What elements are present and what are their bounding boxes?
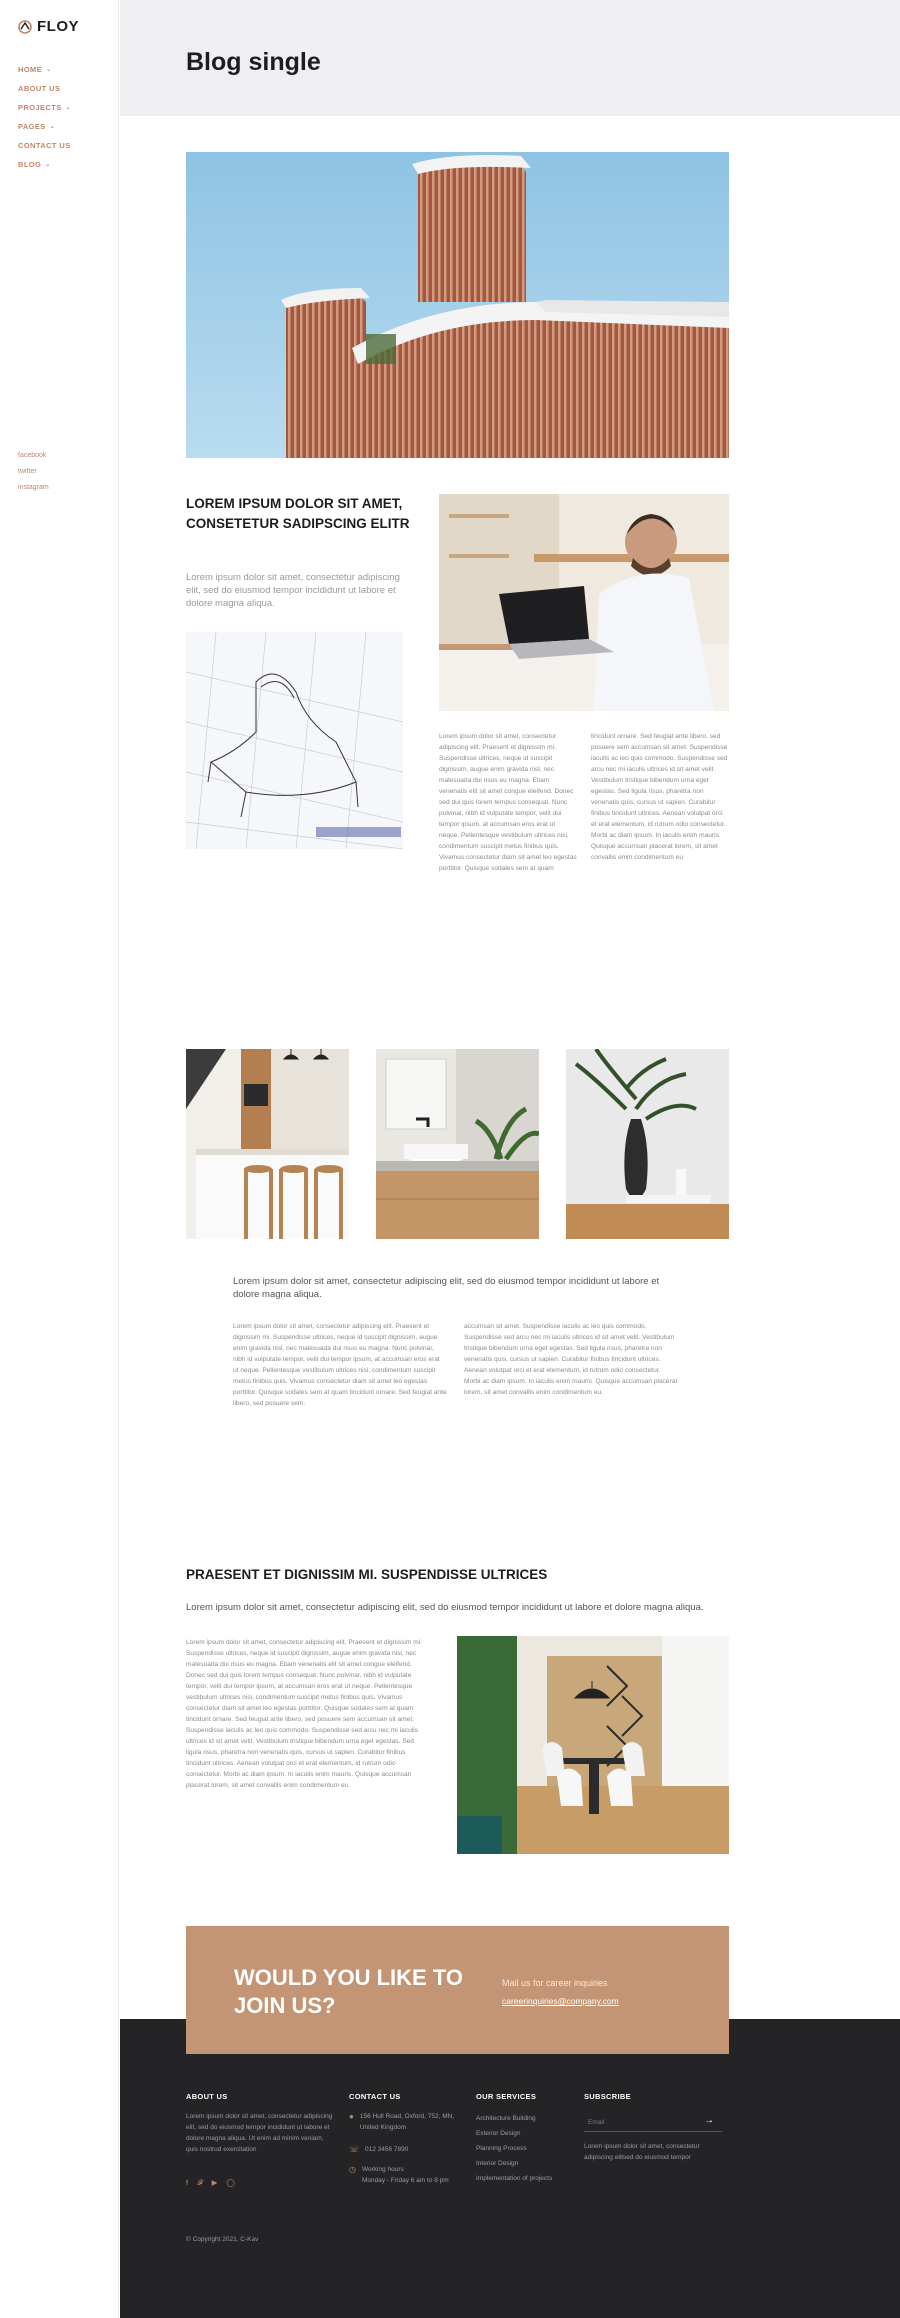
footer-about-text: Lorem ipsum dolor sit amet, consectetur adipiscing elit, sed do eiusmod tempor incididunt ut labore et dolore magna aliqua. Ut enim ad minim veniam, quis nostrud exercitation (186, 2113, 333, 2153)
service-link[interactable]: Exterior Design (476, 2130, 521, 2137)
nav-item-home[interactable] (18, 60, 71, 79)
section2-column-2: accumsan sit amet. Suspendisse iaculis ac leo quis commodo. Suspendisse sed arcu nec mi iaculis ultrices id sit amet velit. Vestibulum tristique bibendum urna eget egestas. Sed ligula risus, pharetra non venenatis quis, cursus ut sapien. Curabitur finibus tincidunt ultrices. Aenean volutpat orci et erat elementum, id rutrum odio consectetur. Morbi ac diam ipsum. In iaculis enim mauris. Quisque accumsan placerat lorem, sit amet convallis enim condimentum eu. (464, 1323, 678, 1396)
map-pin-icon: ● (349, 2112, 354, 2121)
chevron-down-icon: ⌄ (45, 162, 51, 168)
section2-column-1: Lorem ipsum dolor sit amet, consectetur adipiscing elit. Praesent et dignissim mi. Suspendisse ultrices, neque id suscipit dignissim, augue enim gravida nisl, nec malesuada dui risus eu magna. Nunc pulvinar, nibh id vulputate tempor, velit dui tempor ipsum, at accumsan eros erat ut neque. Pellentesque vestibulum ultrices nisi, condimentum suscipit metus finibus quis. Vivamus consectetur diam sit amet leo egestas porttitor. Quisque sodales sem at quam tincidunt ornare. Sed feugiat ante libero, sed posuere sem. (233, 1323, 447, 1407)
sidebar (0, 0, 119, 2318)
gallery-vase-image[interactable] (566, 1049, 729, 1239)
gallery-bathroom-image[interactable] (376, 1049, 539, 1239)
nav-item-blog[interactable] (18, 155, 71, 174)
footer-hours-row (349, 2164, 449, 2186)
section2-lead: Lorem ipsum dolor sit amet, consectetur adipiscing elit, sed do eiusmod tempor incididunt ut labore et dolore magna aliqua. (233, 1276, 660, 1300)
footer-phone-row (349, 2144, 408, 2155)
nav-item-contact[interactable] (18, 136, 71, 155)
nav-label: PROJECTS (18, 103, 62, 112)
instagram-icon[interactable]: ◯ (226, 2178, 235, 2187)
floy-logo-icon (18, 20, 32, 34)
section1-title: LOREM IPSUM DOLOR SIT AMET, CONSETETUR SADIPSCING ELITR (186, 496, 410, 531)
nav-label: PAGES (18, 122, 46, 131)
footer-address-row (349, 2111, 459, 2133)
footer-about-title: ABOUT US (186, 2092, 228, 2101)
nav-label: BLOG (18, 160, 42, 169)
subscribe-email-row (584, 2114, 722, 2132)
chevron-down-icon: ⌄ (46, 67, 52, 73)
site-footer (120, 2019, 900, 2318)
phone-icon: ☏ (349, 2145, 360, 2154)
cta-title: WOULD YOU LIKE TO JOIN US? (234, 1965, 463, 2018)
section1-column-1: Lorem ipsum dolor sit amet, consectetur adipiscing elit. Praesent et dignissim mi. Suspendisse ultrices, neque id suscipit dignissim, augue enim gravida nisl, nec malesuada dui risus eu magna. Etiam venenatis elit sit amet congue eleifend. Donec sed dui quis lorem tempus consequat. Nunc pulvinar, nibh id vulputate tempor, velit dui tempor ipsum, at accumsan eros erat ut neque. Pellentesque vestibulum ultrices nisi, condimentum suscipit metus finibus quis. Vivamus consectetur diam sit amet leo egestas porttitor. Quisque sodales sem at quam (439, 733, 577, 872)
section3-title: PRAESENT ET DIGNISSIM MI. SUSPENDISSE ULTRICES (186, 1567, 548, 1582)
brand-name: FLOY (37, 18, 79, 35)
service-link[interactable]: Planning Process (476, 2145, 527, 2152)
service-link[interactable]: Interior Design (476, 2160, 519, 2167)
chevron-down-icon: ⌄ (49, 124, 56, 130)
footer-subscribe-text: Lorem ipsum dolor sit amet, consectetur adipiscing elitsed do eiusmod tempor (584, 2143, 700, 2161)
dining-room-image (457, 1636, 729, 1854)
arrow-right-icon[interactable]: → (704, 2115, 714, 2126)
social-links (18, 452, 49, 500)
nav-item-about[interactable] (18, 79, 71, 98)
man-laptop-image (439, 494, 729, 711)
footer-contact-title: CONTACT US (349, 2092, 401, 2101)
footer-phone[interactable]: 012 3456 7890 (365, 2146, 409, 2153)
nav-item-pages[interactable] (18, 117, 71, 136)
cta-mail-label: Mail us for career inquiries (502, 1978, 608, 1988)
sketch-chair-image (186, 632, 403, 849)
service-link[interactable]: Architecture Building (476, 2115, 536, 2122)
twitter-icon[interactable]: 𝓕 (197, 2178, 203, 2187)
gallery-kitchen-image[interactable] (186, 1049, 349, 1239)
footer-address: 156 Hull Road, Oxford, 752, MN, United Kingdom (359, 2113, 455, 2131)
footer-copyright: © Copyright 2021, C-Kav (186, 2236, 259, 2243)
footer-services-title: OUR SERVICES (476, 2092, 537, 2101)
logo[interactable] (18, 18, 79, 35)
service-link[interactable]: Implementation of projects (476, 2175, 553, 2182)
clock-icon: ◷ (349, 2165, 356, 2174)
facebook-icon[interactable]: f (186, 2178, 189, 2187)
footer-social-icons (186, 2178, 235, 2188)
nav-label: HOME (18, 65, 43, 74)
section3-body: Lorem ipsum dolor sit amet, consectetur adipiscing elit. Praesent et dignissim mi. Suspendisse ultrices, neque id suscipit dignissim, augue enim gravida nisl, nec malesuada dui risus eu magna. Etiam venenatis elit sit amet congue eleifend. Donec sed dui quis lorem tempus consequat. Nunc pulvinar, nibh id vulputate tempor, velit dui tempor ipsum, at accumsan eros erat ut neque. Pellentesque vestibulum ultrices nisi, condimentum suscipit metus finibus quis. Vivamus consectetur diam sit amet leo egestas porttitor. Quisque sodales sem at quam tincidunt ornare. Sed feugiat ante libero, sed posuere sem accumsan sit amet. Suspendisse iaculis ac leo quis commodo. Suspendisse sed arcu nec mi iaculis ultrices id sit amet velit. Vestibulum tristique bibendum urna eget egestas. Sed ligula risus, pharetra non venenatis quis, cursus ut sapien. Curabitur finibus tincidunt ultrices. Aenean volutpat orci et erat elementum, id rutrum odio consectetur. Morbi ac diam ipsum. In iaculis enim mauris. Quisque accumsan placerat lorem, sit amet convallis enim condimentum eu. (186, 1639, 423, 1789)
section1-column-2: tincidunt ornare. Sed feugiat ante libero, sed posuere sem accumsan sit amet. Suspendisse iaculis ac leo quis commodo. Suspendisse sed arcu nec mi iaculis ultrices id sit amet velit. Vestibulum tristique bibendum urna eget egestas. Sed ligula risus, pharetra non venenatis quis, cursus ut sapien. Curabitur finibus tincidunt ultrices. Aenean volutpat orci et erat elementum, id rutrum odio consectetur. Morbi ac diam ipsum. In iaculis enim mauris. Quisque accumsan placerat lorem, sit amet convallis enim condimentum eu (591, 733, 728, 861)
footer-hours: Monday - Friday 6 am to 8 pm (361, 2177, 449, 2184)
nav-item-projects[interactable] (18, 98, 71, 117)
page-title: Blog single (186, 48, 321, 76)
subscribe-email-input[interactable]: Email (588, 2119, 605, 2126)
cta-mail-link[interactable]: careerinquiries@company.com (502, 1996, 619, 2006)
youtube-icon[interactable]: ▶ (211, 2178, 218, 2187)
nav-label: ABOUT US (18, 84, 61, 93)
social-link-instagram[interactable]: instagram (18, 484, 49, 491)
footer-services-list (476, 2111, 552, 2186)
section3-lead: Lorem ipsum dolor sit amet, consectetur adipiscing elit, sed do eiusmod tempor incididunt ut labore et dolore magna aliqua. (186, 1602, 704, 1613)
main-nav (18, 60, 71, 174)
section1-lead: Lorem ipsum dolor sit amet, consectetur adipiscing elit, sed do eiusmod tempor incididunt ut labore et dolore magna aliqua. (186, 572, 400, 609)
chevron-down-icon: ⌄ (65, 105, 72, 111)
footer-subscribe-title: SUBSCRIBE (584, 2092, 631, 2101)
nav-label: CONTACT US (18, 141, 71, 150)
footer-hours-label: Working hours (361, 2166, 404, 2173)
join-us-banner (186, 1926, 729, 2054)
social-link-facebook[interactable]: facebook (18, 452, 47, 459)
social-link-twitter[interactable]: twitter (18, 468, 37, 475)
hero-building-image (186, 152, 729, 458)
